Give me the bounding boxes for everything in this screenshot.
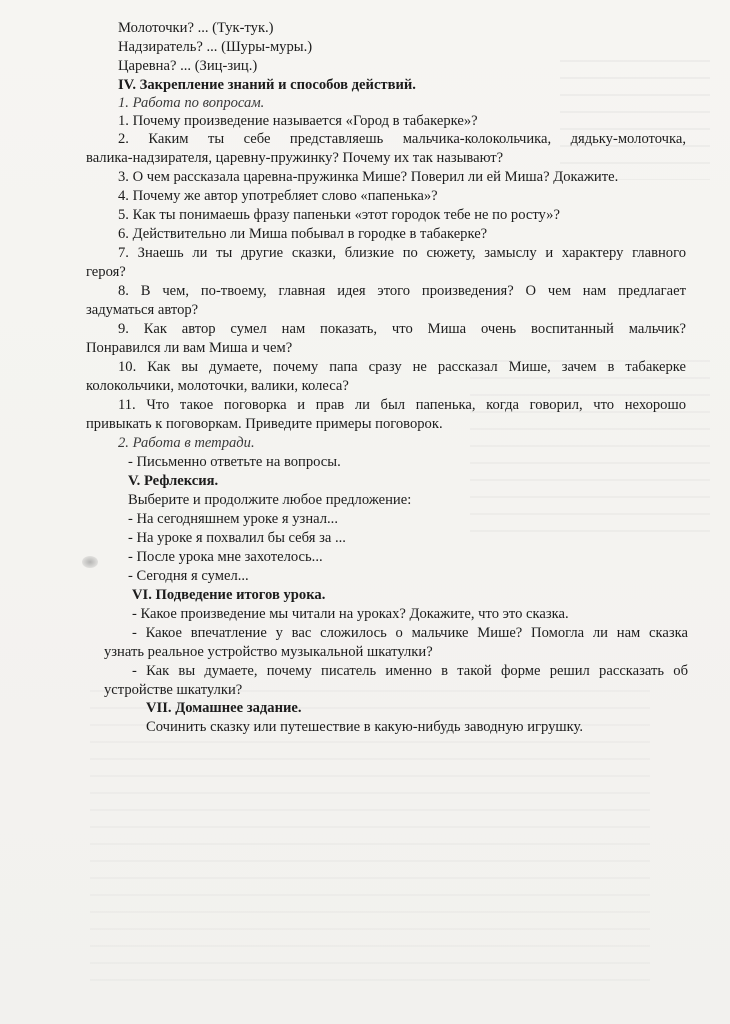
question: - Какое впечатление у вас сложилось о мальчике Мише? Помогла ли нам сказка [132,625,688,641]
subsection-heading: 2. Работа в тетради. [118,435,255,451]
list-item: - Сегодня я сумел... [128,568,249,584]
question: - Какое произведение мы читали на уроках? Докажите, что это сказка. [132,606,569,622]
question: 1. Почему произведение называется «Город в табакерке»? [118,113,478,129]
question-continued: героя? [86,264,126,280]
section-heading: V. Рефлексия. [128,473,219,489]
question-continued: колокольчики, молоточки, валики, колеса? [86,378,349,394]
instruction: - Письменно ответьте на вопросы. [128,454,341,470]
question: 5. Как ты понимаешь фразу папеньки «этот городок тебе не по росту»? [118,207,560,223]
list-item: - На уроке я похвалил бы себя за ... [128,530,346,546]
instruction: Выберите и продолжите любое предложение: [128,492,412,508]
section-heading: IV. Закрепление знаний и способов действий. [118,77,416,93]
question: 8. В чем, по-твоему, главная идея этого произведения? О чем нам предлагает [118,283,686,299]
text-line: Молоточки? ... (Тук-тук.) [118,20,274,36]
question: 6. Действительно ли Миша побывал в городке в табакерке? [118,226,488,242]
subsection-heading: 1. Работа по вопросам. [118,95,265,111]
list-item: - На сегодняшнем уроке я узнал... [128,511,338,527]
question: 11. Что такое поговорка и прав ли был папенька, когда говорил, что нехорошо [118,397,686,413]
question: - Как вы думаете, почему писатель именно в такой форме решил рассказать об [132,663,688,679]
section-heading: VII. Домашнее задание. [146,700,302,716]
question: 10. Как вы думаете, почему папа сразу не рассказал Мише, зачем в табакерке [118,359,686,375]
list-item: - После урока мне захотелось... [128,549,323,565]
section-heading: VI. Подведение итогов урока. [132,587,326,603]
text-line: Царевна? ... (Зиц-зиц.) [118,58,258,74]
question: 3. О чем рассказала царевна-пружинка Мише? Поверил ли ей Миша? Докажите. [118,169,619,185]
homework-text: Сочинить сказку или путешествие в какую-нибудь заводную игрушку. [146,719,584,735]
question-continued: узнать реальное устройство музыкальной шкатулки? [104,644,433,660]
question-continued: задуматься автор? [86,302,199,318]
question: 9. Как автор сумел нам показать, что Миша очень воспитанный мальчик? [118,321,686,337]
ink-smudge [82,556,98,568]
text-line: Надзиратель? ... (Шуры-муры.) [118,39,313,55]
question-continued: устройстве шкатулки? [104,682,243,698]
question: 7. Знаешь ли ты другие сказки, близкие по сюжету, замыслу и характеру главного [118,245,686,261]
question: 2. Каким ты себе представляешь мальчика-колокольчика, дядьку-молоточка, [118,131,686,147]
question-continued: валика-надзирателя, царевну-пружинку? Почему их так называют? [86,150,504,166]
question-continued: Понравился ли вам Миша и чем? [86,340,293,356]
question: 4. Почему же автор употребляет слово «папенька»? [118,188,438,204]
question-continued: привыкать к поговоркам. Приведите примеры поговорок. [86,416,443,432]
